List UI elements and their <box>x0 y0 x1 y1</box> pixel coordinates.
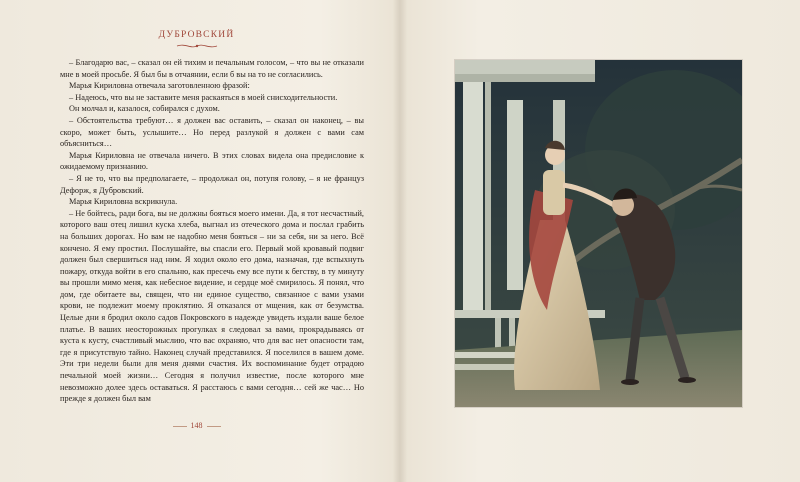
paragraph: Марья Кириловна вскрикнула. <box>69 197 178 207</box>
running-title: ДУБРОВСКИЙ <box>158 30 235 40</box>
paragraph: – Не бойтесь, ради бога, вы не должны бояться моего имени. Да, я тот несчастный, которого ваш отец лишил куска хлеба, выгнал из отеческого дома и послал грабить на больших дорогах. Но вам не надобно меня бояться – ни за себя, ни за него. Всё кончено. Я ему простил. Послушайте, вы спасли его. Первый мой кровавый подвиг должен был свершиться над ним. Я ходил около его дома, назначая, где вспыхнуть пожару, откуда войти в его спальню, как пресечь ему все пути к бегству, в ту минуту вы прошли мимо меня, как небесное видение, и сердце моё смирилось. Я понял, что дом, где обитаете вы, священ, что ни единое существо, связанное с вами узами крови, не подлежит моему проклятию. Я отказался от мщения, как от безумства. Целые дни я бродил около садов Покровского в надежде увидеть издали ваше белое платье. В ваших неосторожных прогулках я следовал за вами, прокрадываясь от куста к кусту, счастливый мыслию, что вас охраняю, что для вас нет опасности там, где я присутствую тайно. Наконец случай представился. Я поселился в вашем доме. Эти три недели были для меня днями счастия. Их воспоминание будет отрадою печальной моей жизни… Сегодня я получил известие, после которого мне невозможно долее здесь оставаться. Я расстаюсь с вами сегодня… сей же час… Но прежде я должен был вам <box>60 208 364 404</box>
folio-rule-left <box>173 426 187 427</box>
paragraph: Он молчал и, казалося, собирался с духом. <box>69 104 220 114</box>
page-gutter <box>393 0 407 482</box>
page-number: 148 <box>190 421 203 430</box>
running-header <box>0 30 393 50</box>
illustration-icon <box>455 60 742 407</box>
body-text <box>60 57 364 405</box>
paragraph: – Благодарю вас, – сказал он ей тихим и печальным голосом, – что вы не отказали мне в моей просьбе. Я был бы в отчаянии, если б вы на то не согласились. <box>60 58 364 79</box>
page-number-footer <box>0 421 393 430</box>
paragraph: – Обстоятельства требуют… я должен вас оставить, – сказал он наконец, – вы скоро, может быть, услышите… Но перед разлукой я должен с вами сам объясниться… <box>60 115 364 149</box>
folio-rule-right <box>207 426 221 427</box>
paragraph: Марья Кириловна отвечала заготовленною фразой: <box>69 81 250 91</box>
paragraph: – Я не то, что вы предполагаете, – продолжал он, потупя голову, – я не француз Дефорж, я Дубровский. <box>60 173 364 195</box>
ornament-icon <box>175 42 219 50</box>
paragraph: Марья Кириловна не отвечала ничего. В этих словах видела она предисловие к ожидаемому признанию. <box>60 150 364 172</box>
paragraph: – Надеюсь, что вы не заставите меня раскаяться в моей снисходительности. <box>69 92 338 102</box>
illustration <box>455 60 742 407</box>
